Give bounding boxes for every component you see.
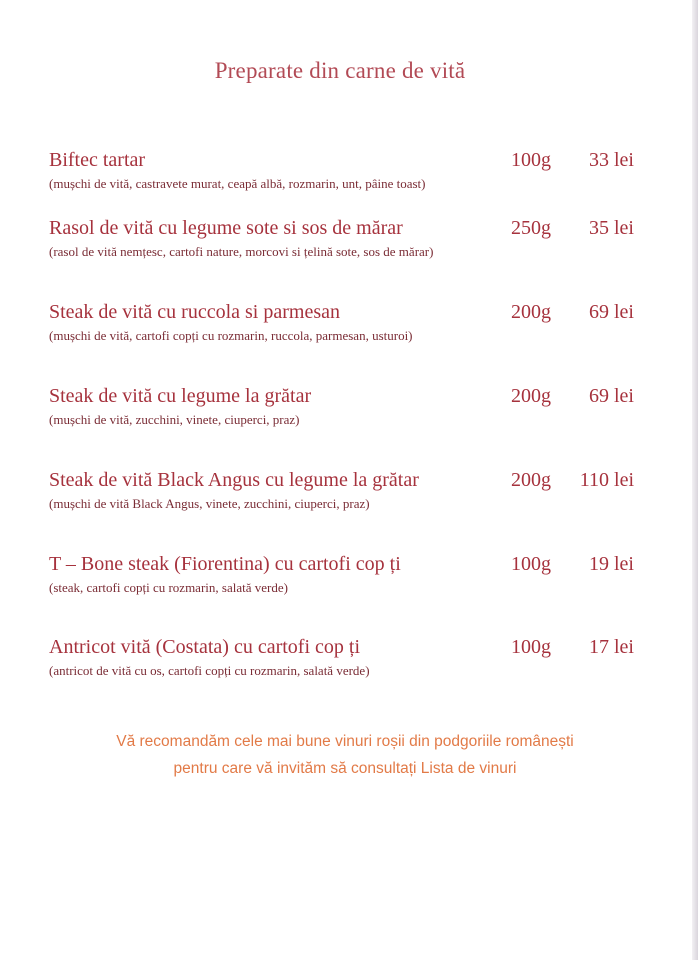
dish-description: (mușchi de vită Black Angus, vinete, zucchini, ciuperci, praz)	[49, 496, 370, 511]
dish-name: Steak de vită cu legume la grătar	[49, 385, 312, 407]
dish-price: 69 lei	[589, 385, 634, 407]
dish-name: T – Bone steak (Fiorentina) cu cartofi cop ți	[49, 553, 401, 575]
dish-price: 17 lei	[589, 636, 634, 658]
dish-description: (mușchi de vită, zucchini, vinete, ciuperci, praz)	[49, 412, 300, 427]
dish-description: (antricot de vită cu os, cartofi copți cu rozmarin, salată verde)	[49, 663, 370, 678]
dish-weight: 200g	[511, 469, 551, 491]
dish-description: (rasol de vită nemțesc, cartofi nature, morcovi si țelină sote, sos de mărar)	[49, 244, 434, 259]
menu-title: Preparate din carne de vită	[214, 58, 466, 83]
dish-name: Biftec tartar	[49, 149, 146, 171]
dish-weight: 100g	[511, 553, 551, 575]
dish-weight: 200g	[511, 301, 551, 323]
dish-name: Rasol de vită cu legume sote si sos de mărar	[49, 217, 403, 239]
dish-description: (mușchi de vită, castravete murat, ceapă albă, rozmarin, unt, pâine toast)	[49, 176, 426, 191]
dish-description: (mușchi de vită, cartofi copți cu rozmarin, ruccola, parmesan, usturoi)	[49, 328, 413, 343]
dish-weight: 100g	[511, 149, 551, 171]
dish-name: Steak de vită Black Angus cu legume la grătar	[49, 469, 419, 491]
dish-price: 110 lei	[579, 469, 634, 491]
page-edge-shadow	[692, 0, 698, 960]
dish-description: (steak, cartofi copți cu rozmarin, salată verde)	[49, 580, 288, 595]
dish-price: 35 lei	[589, 217, 634, 239]
wine-note-line: pentru care vă invităm să consultați Lista de vinuri	[173, 760, 517, 777]
wine-recommendation-note	[0, 728, 690, 782]
dish-price: 69 lei	[589, 301, 634, 323]
dish-price: 33 lei	[589, 149, 634, 171]
dish-name: Steak de vită cu ruccola si parmesan	[49, 301, 340, 323]
dish-name: Antricot vită (Costata) cu cartofi cop ți	[49, 636, 361, 658]
dish-weight: 100g	[511, 636, 551, 658]
wine-note-line: Vă recomandăm cele mai bune vinuri roșii din podgoriile românești	[116, 733, 574, 750]
dish-weight: 250g	[511, 217, 551, 239]
dish-price: 19 lei	[589, 553, 634, 575]
dish-weight: 200g	[511, 385, 551, 407]
